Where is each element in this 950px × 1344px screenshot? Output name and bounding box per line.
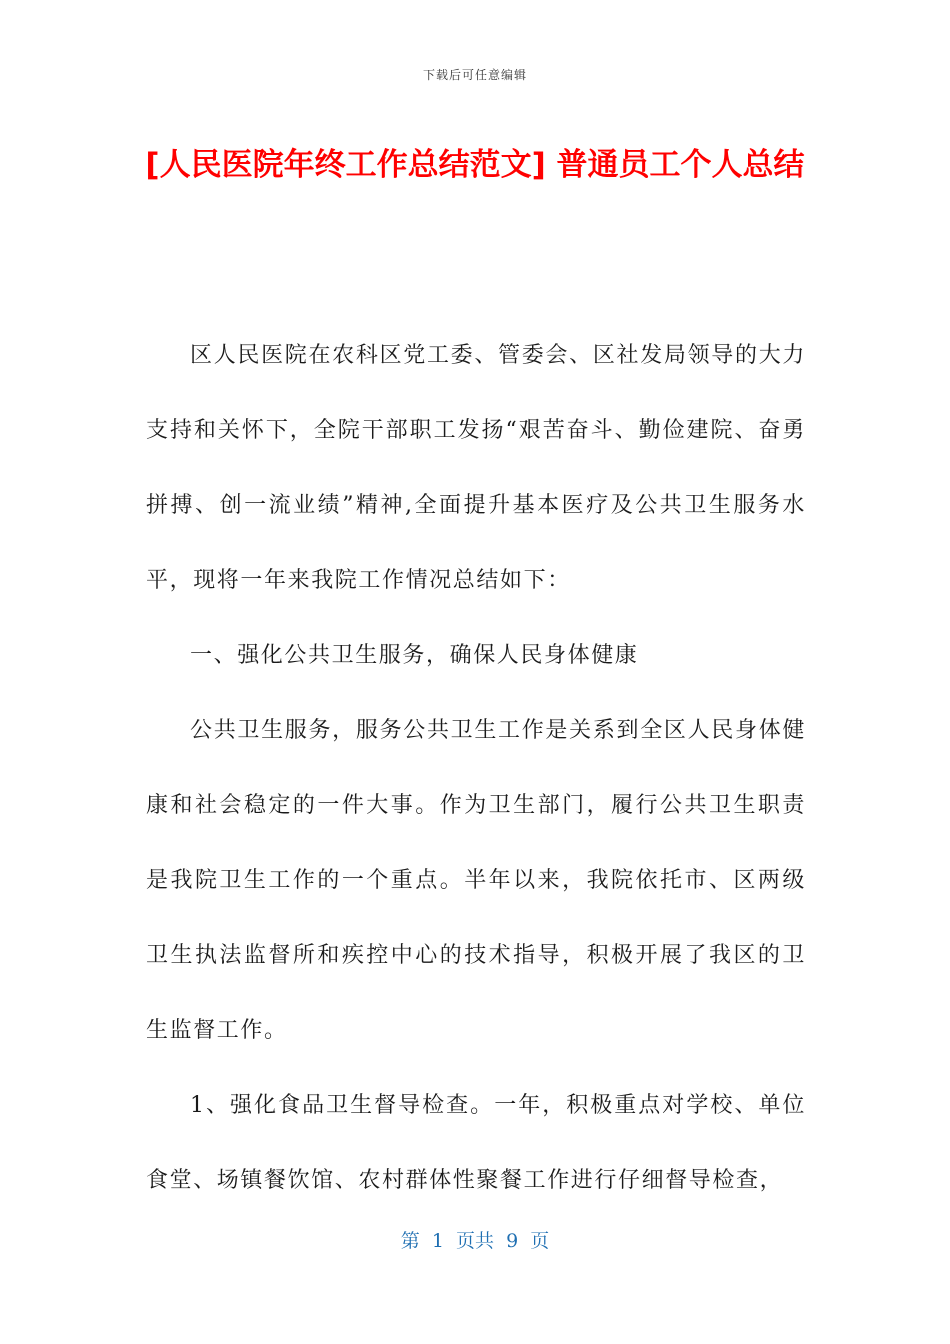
document-body (146, 318, 806, 1218)
page-number-footer: 第 1 页共 9 页 (400, 1230, 550, 1252)
paragraph-public-health: 公共卫生服务，服务公共卫生工作是关系到全区人民身体健康和社会稳定的一件大事。作为卫生部门，履行公共卫生职责是我院卫生工作的一个重点。半年以来，我院依托市、区两级卫生执法监督所和疾控中心的技术指导，积极开展了我区的卫生监督工作。 (146, 718, 806, 1043)
document-title: [人民医院年终工作总结范文] 普通员工个人总结 (145, 147, 805, 183)
paragraph-food-hygiene: 1、强化食品卫生督导检查。一年，积极重点对学校、单位食堂、场镇餐饮馆、农村群体性聚餐工作进行仔细督导检查， (146, 1093, 806, 1193)
section-heading-1: 一、强化公共卫生服务，确保人民身体健康 (190, 643, 639, 668)
paragraph-intro: 区人民医院在农科区党工委、管委会、区社发局领导的大力支持和关怀下，全院干部职工发扬“艰苦奋斗、勤俭建院、奋勇拼搏、创一流业绩”精神,全面提升基本医疗及公共卫生服务水平，现将一年来我院工作情况总结如下： (146, 343, 806, 593)
header-note: 下载后可任意编辑 (422, 68, 527, 82)
